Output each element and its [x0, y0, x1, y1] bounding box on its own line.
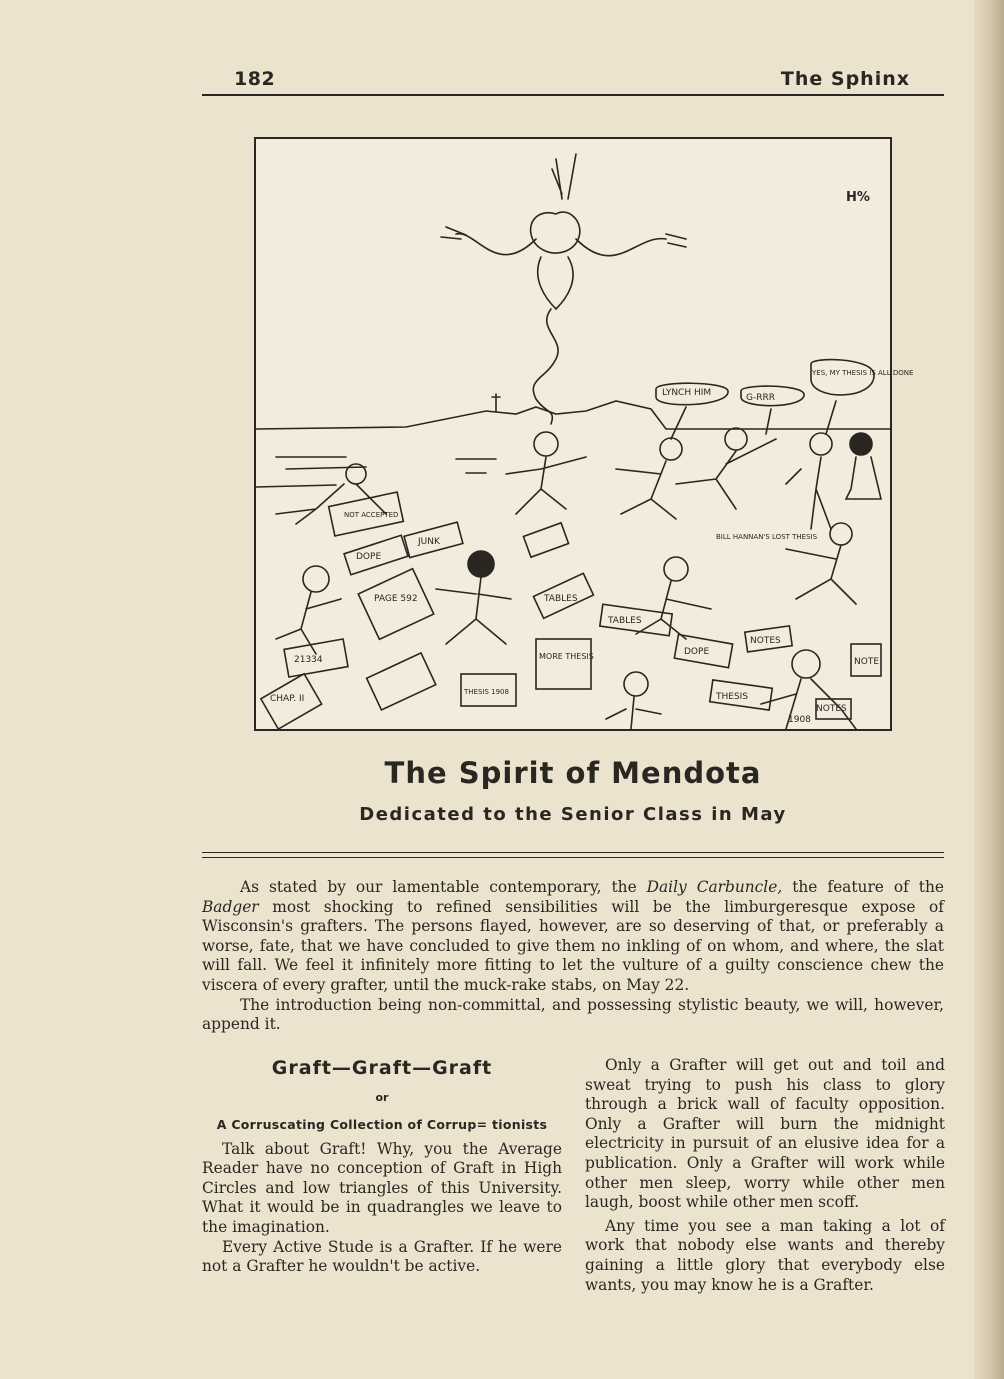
label-page: PAGE 592 — [374, 594, 418, 604]
balloon-lynch: LYNCH HIM — [662, 388, 712, 398]
label-dope-2: DOPE — [684, 647, 710, 657]
cartoon-illustration — [254, 137, 914, 731]
label-more-thesis: MORE THESIS — [539, 652, 594, 661]
article-title: The Spirit of Mendota — [384, 756, 762, 790]
balloon-thesis-done: YES, MY THESIS IS ALL DONE — [812, 369, 914, 377]
running-head: The Sphinx — [780, 68, 910, 90]
label-note: NOTE — [854, 657, 880, 667]
intro-paragraph-2: The introduction being non-committal, and possessing stylistic beauty, we will, however, append it. — [202, 995, 944, 1034]
label-not-accepted: NOT ACCEPTED — [344, 511, 399, 519]
right-paragraph-1: Only a Grafter will get out and toil and sweat trying to push his class to glory through a brick wall of faculty opposition. Only a Grafter will burn the midnight electricity in pursuit of an elusive idea for a publication. Only a Grafter will work while other men sleep, worry while other men laugh, boost while other men scoff. — [585, 1056, 945, 1212]
right-paragraph-2: Any time you see a man taking a lot of work that nobody else wants and thereby gaining a little glory that everybody else wants, you may know he is a Grafter. — [585, 1216, 945, 1294]
left-paragraph-2: Every Active Stude is a Grafter. If he were not a Grafter he wouldn't be active. — [202, 1237, 562, 1276]
label-notes-2: NOTES — [816, 704, 847, 714]
page-header — [202, 68, 944, 96]
right-column — [585, 1056, 945, 1295]
left-column — [202, 1056, 562, 1277]
intro-paragraph-1: As stated by our lamentable contemporary, the Daily Carbuncle, the feature of the Badger most shocking to refined sensibilities will be the limburgeresque expose of Wisconsin's grafters. The persons flayed, however, are so deserving of that, or preferably a worse, fate, that we have concluded to give them no inkling of on whom, and where, the slat will fall. We feel it infinitely more fitting to let the vulture of a guilty conscience chew the viscera of every grafter, until the muck-rake stabs, on May 22. — [202, 878, 945, 994]
left-paragraph-1: Talk about Graft! Why, you the Average Reader have no conception of Graft in High Circles and low triangles of this University. What it would be in quadrangles we leave to the imagination. — [202, 1139, 562, 1236]
label-notes-1: NOTES — [750, 636, 781, 646]
article-subtitle: Dedicated to the Senior Class in May — [359, 804, 787, 825]
label-number: 21334 — [294, 655, 323, 665]
intro-text — [202, 878, 944, 1035]
section-title: Graft—Graft—Graft — [271, 1057, 493, 1079]
double-rule-divider — [202, 852, 944, 858]
label-thesis-2: THESIS — [716, 692, 749, 702]
label-junk: JUNK — [418, 537, 440, 547]
section-or: or — [375, 1091, 389, 1104]
balloon-grrr: G-RRR — [746, 393, 775, 403]
page-edge-shadow — [974, 0, 1004, 1379]
label-lost-thesis: BILL HANNAN'S LOST THESIS — [716, 533, 818, 541]
cartoon-signature: H% — [846, 190, 870, 205]
cartoon-drawing — [256, 139, 914, 729]
label-thesis-1908: THESIS 1908 — [464, 688, 509, 696]
label-dope-1: DOPE — [356, 552, 382, 562]
label-tables-2: TABLES — [608, 616, 642, 626]
section-subtitle: A Corruscating Collection of Corrup= tionists — [216, 1116, 548, 1132]
label-tables-1: TABLES — [544, 594, 578, 604]
page-number: 182 — [234, 68, 276, 90]
label-1908: 1908 — [788, 715, 811, 725]
label-chap: CHAP. II — [270, 694, 305, 704]
